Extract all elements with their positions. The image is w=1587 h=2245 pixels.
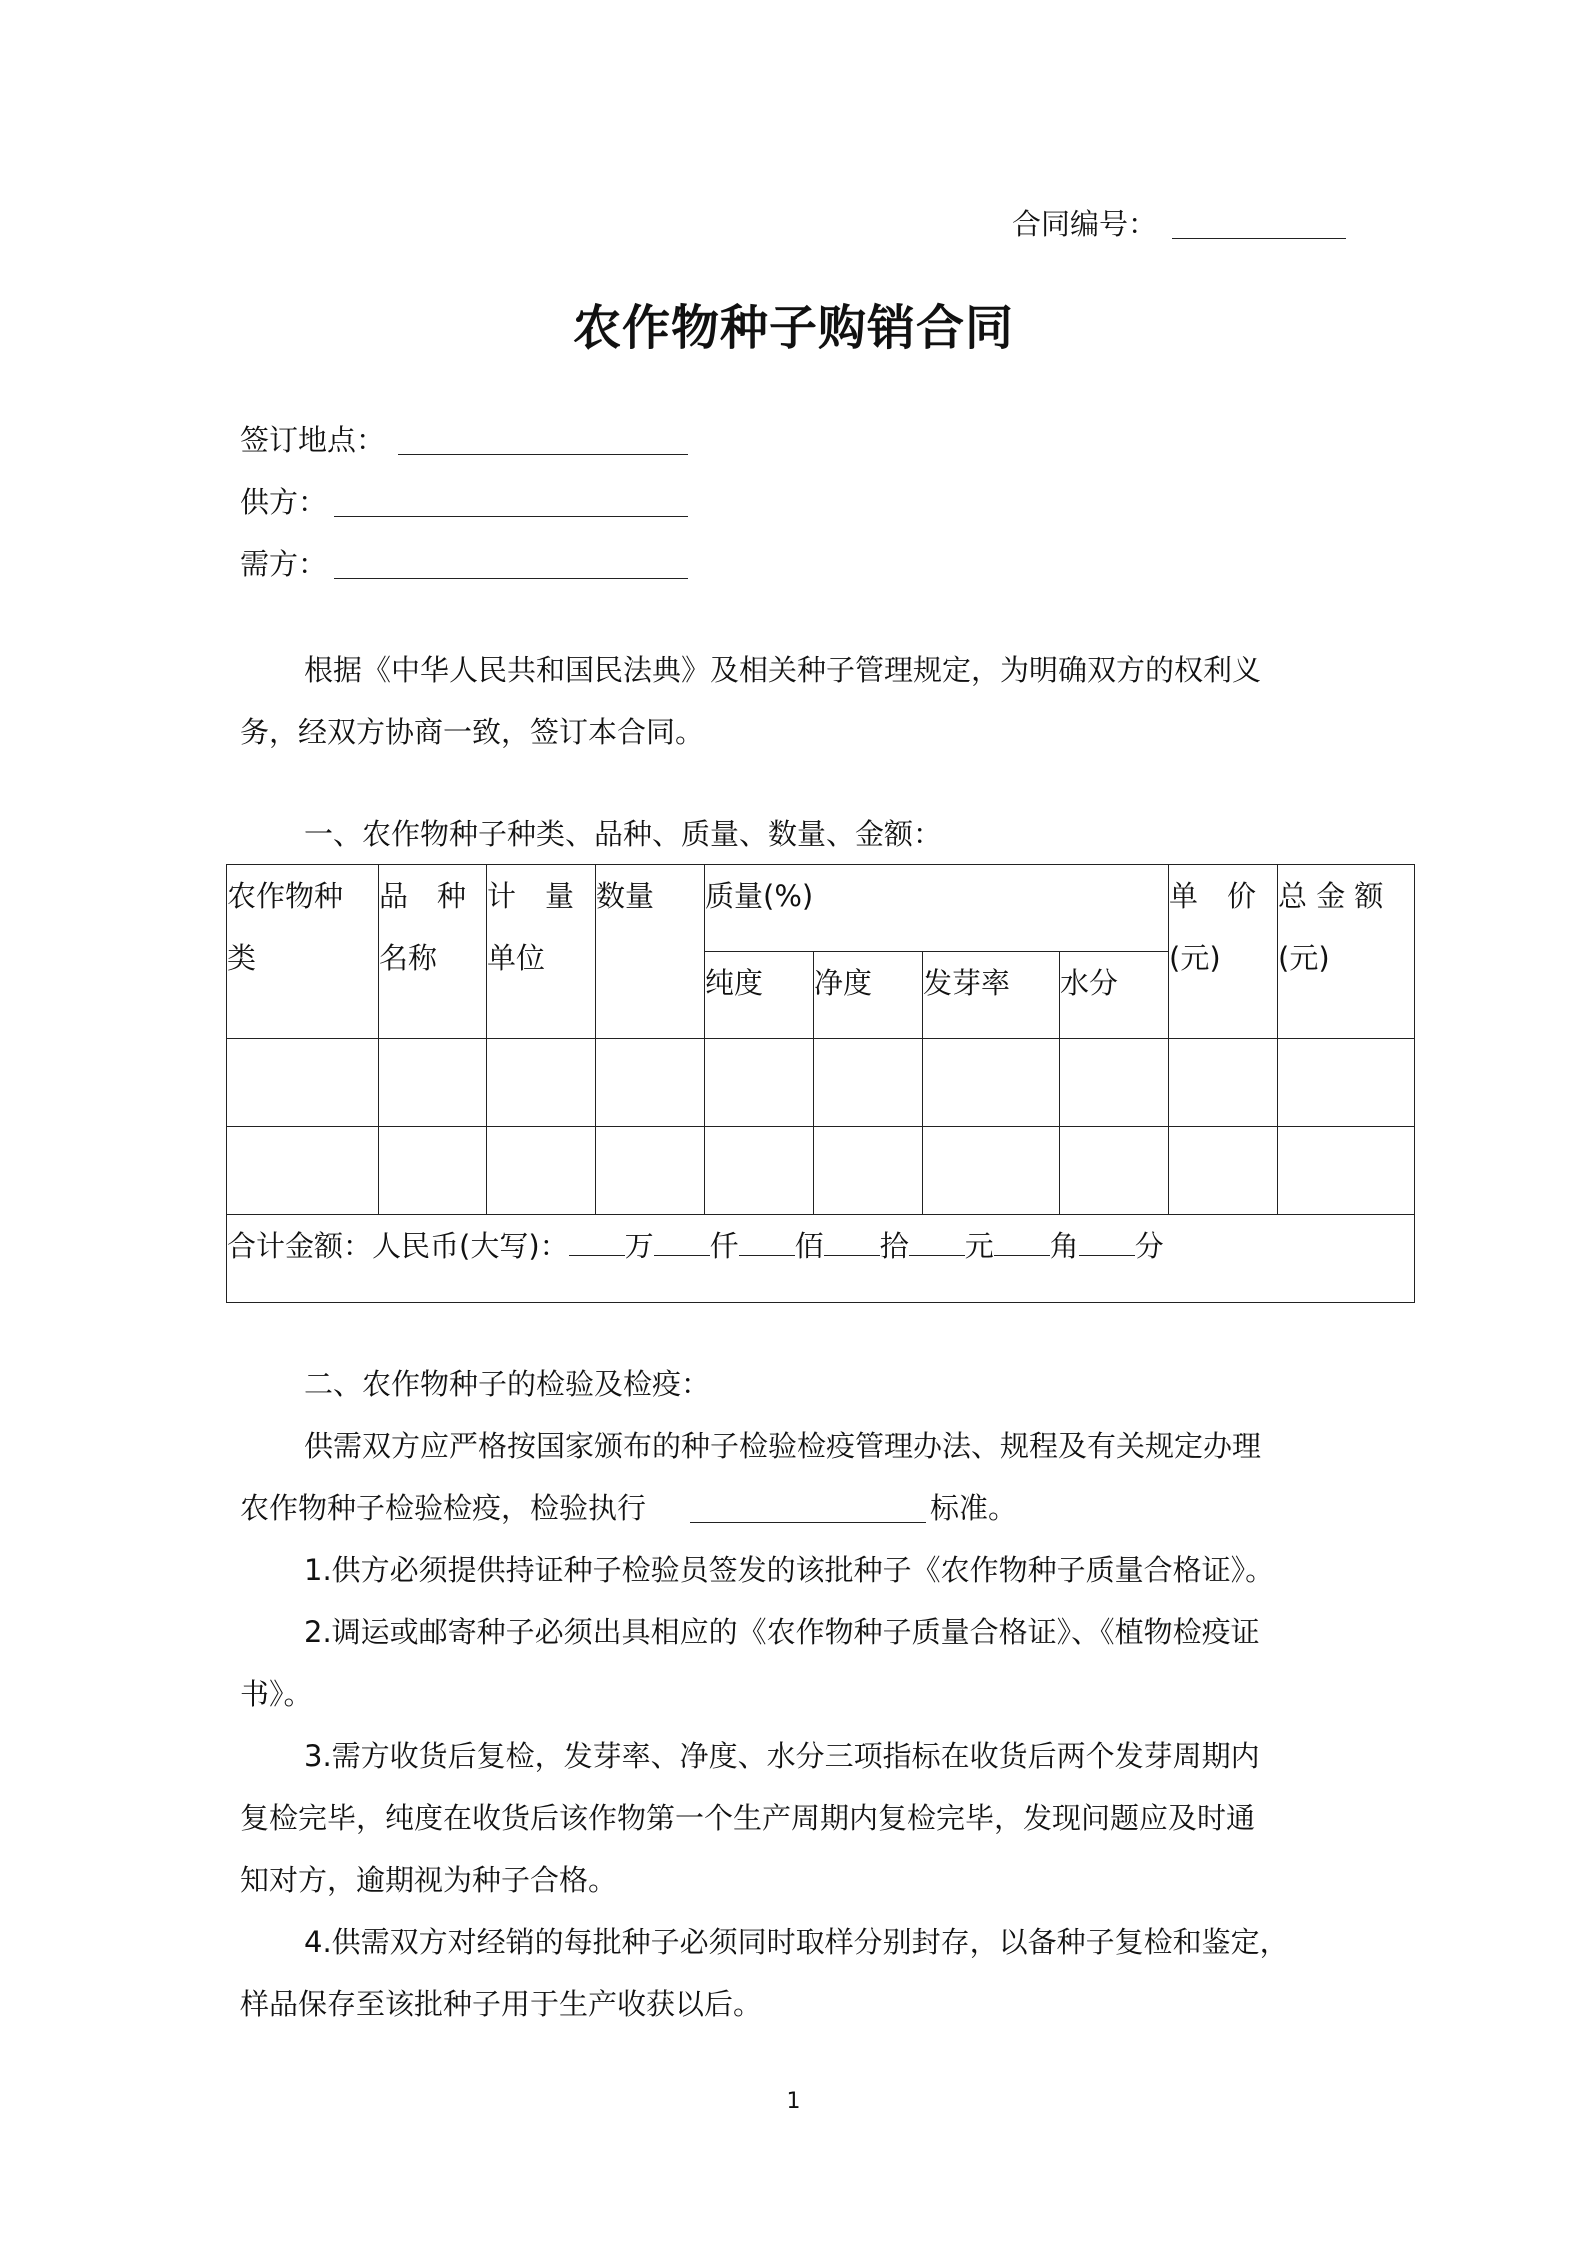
table-cell[interactable] bbox=[487, 1127, 596, 1215]
table-cell[interactable] bbox=[1060, 1127, 1169, 1215]
supplier-label: 供方： bbox=[240, 485, 328, 519]
document-title: 农作物种子购销合同 bbox=[572, 300, 1014, 356]
table-cell[interactable] bbox=[705, 1127, 814, 1215]
table-cell[interactable] bbox=[596, 1127, 705, 1215]
section-2-para-line-2a: 农作物种子检验检疫，检验执行 bbox=[240, 1491, 647, 1525]
section-2-para-line-1: 供需双方应严格按国家颁布的种子检验检疫管理办法、规程及有关规定办理 bbox=[304, 1429, 1262, 1463]
table-cell[interactable] bbox=[1169, 1127, 1278, 1215]
contract-number-blank[interactable] bbox=[1172, 238, 1346, 239]
clause-3-line-1: 3.需方收货后复检，发芽率、净度、水分三项指标在收货后两个发芽周期内 bbox=[304, 1739, 1260, 1773]
clause-3-line-2: 复检完毕，纯度在收货后该作物第一个生产周期内复检完毕，发现问题应及时通 bbox=[240, 1801, 1256, 1835]
table-cell[interactable] bbox=[487, 1039, 596, 1127]
unit-yuan: 元 bbox=[964, 1229, 994, 1263]
amount-blank[interactable] bbox=[994, 1233, 1050, 1256]
intro-line-1: 根据《中华人民共和国民法典》及相关种子管理规定，为明确双方的权利义 bbox=[304, 653, 1262, 687]
page-number: 1 bbox=[786, 2089, 801, 2114]
contract-number-label: 合同编号： bbox=[1012, 207, 1158, 241]
table-cell[interactable] bbox=[1060, 1039, 1169, 1127]
buyer-blank[interactable] bbox=[334, 578, 688, 579]
table-cell[interactable] bbox=[923, 1127, 1060, 1215]
unit-wan: 万 bbox=[624, 1229, 654, 1263]
table-cell[interactable] bbox=[379, 1039, 487, 1127]
header-quantity: 数量 bbox=[596, 865, 705, 1039]
clause-2-line-1: 2.调运或邮寄种子必须出具相应的《农作物种子质量合格证》、《植物检疫证 bbox=[304, 1615, 1260, 1649]
supplier-blank[interactable] bbox=[334, 516, 688, 517]
signing-place-blank[interactable] bbox=[398, 454, 688, 455]
unit-qian: 仟 bbox=[709, 1229, 739, 1263]
inspection-standard-blank[interactable] bbox=[690, 1522, 926, 1523]
section-1-heading: 一、农作物种子种类、品种、质量、数量、金额： bbox=[304, 817, 943, 851]
table-cell[interactable] bbox=[227, 1127, 379, 1215]
table-cell[interactable] bbox=[1278, 1039, 1415, 1127]
amount-blank[interactable] bbox=[739, 1233, 795, 1256]
unit-fen: 分 bbox=[1134, 1229, 1164, 1263]
table-cell[interactable] bbox=[379, 1127, 487, 1215]
amount-blank[interactable] bbox=[569, 1233, 625, 1256]
clause-4-line-2: 样品保存至该批种子用于生产收获以后。 bbox=[240, 1987, 763, 2021]
header-quality: 质量(%) bbox=[705, 865, 1169, 952]
signing-place-label: 签订地点： bbox=[240, 423, 386, 457]
clause-2-line-2: 书》。 bbox=[240, 1677, 313, 1711]
header-moisture: 水分 bbox=[1060, 952, 1169, 1039]
header-cleanliness: 净度 bbox=[814, 952, 923, 1039]
unit-shi: 拾 bbox=[879, 1229, 909, 1263]
header-variety: 品 种 名称 bbox=[379, 865, 487, 1039]
amount-blank[interactable] bbox=[824, 1233, 880, 1256]
header-total-amount: 总 金 额 (元) bbox=[1278, 865, 1415, 1039]
clause-4-line-1: 4.供需双方对经销的每批种子必须同时取样分别封存，以备种子复检和鉴定， bbox=[304, 1925, 1289, 1959]
amount-blank[interactable] bbox=[654, 1233, 710, 1256]
seed-table bbox=[226, 864, 1415, 1303]
header-unit: 计 量 单位 bbox=[487, 865, 596, 1039]
clause-3-line-3: 知对方，逾期视为种子合格。 bbox=[240, 1863, 618, 1897]
table-cell[interactable] bbox=[923, 1039, 1060, 1127]
table-cell[interactable] bbox=[596, 1039, 705, 1127]
table-cell[interactable] bbox=[1169, 1039, 1278, 1127]
table-cell[interactable] bbox=[705, 1039, 814, 1127]
total-amount-label: 合计金额：人民币(大写)： bbox=[227, 1229, 569, 1263]
section-2-heading: 二、农作物种子的检验及检疫： bbox=[304, 1367, 711, 1401]
unit-bai: 佰 bbox=[794, 1229, 824, 1263]
table-cell[interactable] bbox=[814, 1127, 923, 1215]
table-row bbox=[227, 1039, 1415, 1127]
intro-line-2: 务，经双方协商一致，签订本合同。 bbox=[240, 715, 705, 749]
clause-1: 1.供方必须提供持证种子检验员签发的该批种子《农作物种子质量合格证》。 bbox=[304, 1553, 1275, 1587]
header-germination: 发芽率 bbox=[923, 952, 1060, 1039]
table-cell[interactable] bbox=[227, 1039, 379, 1127]
header-unit-price: 单 价 (元) bbox=[1169, 865, 1278, 1039]
header-crop-type: 农作物种 类 bbox=[227, 865, 379, 1039]
buyer-label: 需方： bbox=[240, 547, 328, 581]
amount-blank[interactable] bbox=[1079, 1233, 1135, 1256]
amount-blank[interactable] bbox=[909, 1233, 965, 1256]
total-amount-row bbox=[227, 1215, 1415, 1303]
unit-jiao: 角 bbox=[1049, 1229, 1079, 1263]
section-2-para-line-2b: 标准。 bbox=[930, 1491, 1018, 1525]
table-cell[interactable] bbox=[814, 1039, 923, 1127]
header-purity: 纯度 bbox=[705, 952, 814, 1039]
table-row bbox=[227, 1127, 1415, 1215]
table-cell[interactable] bbox=[1278, 1127, 1415, 1215]
